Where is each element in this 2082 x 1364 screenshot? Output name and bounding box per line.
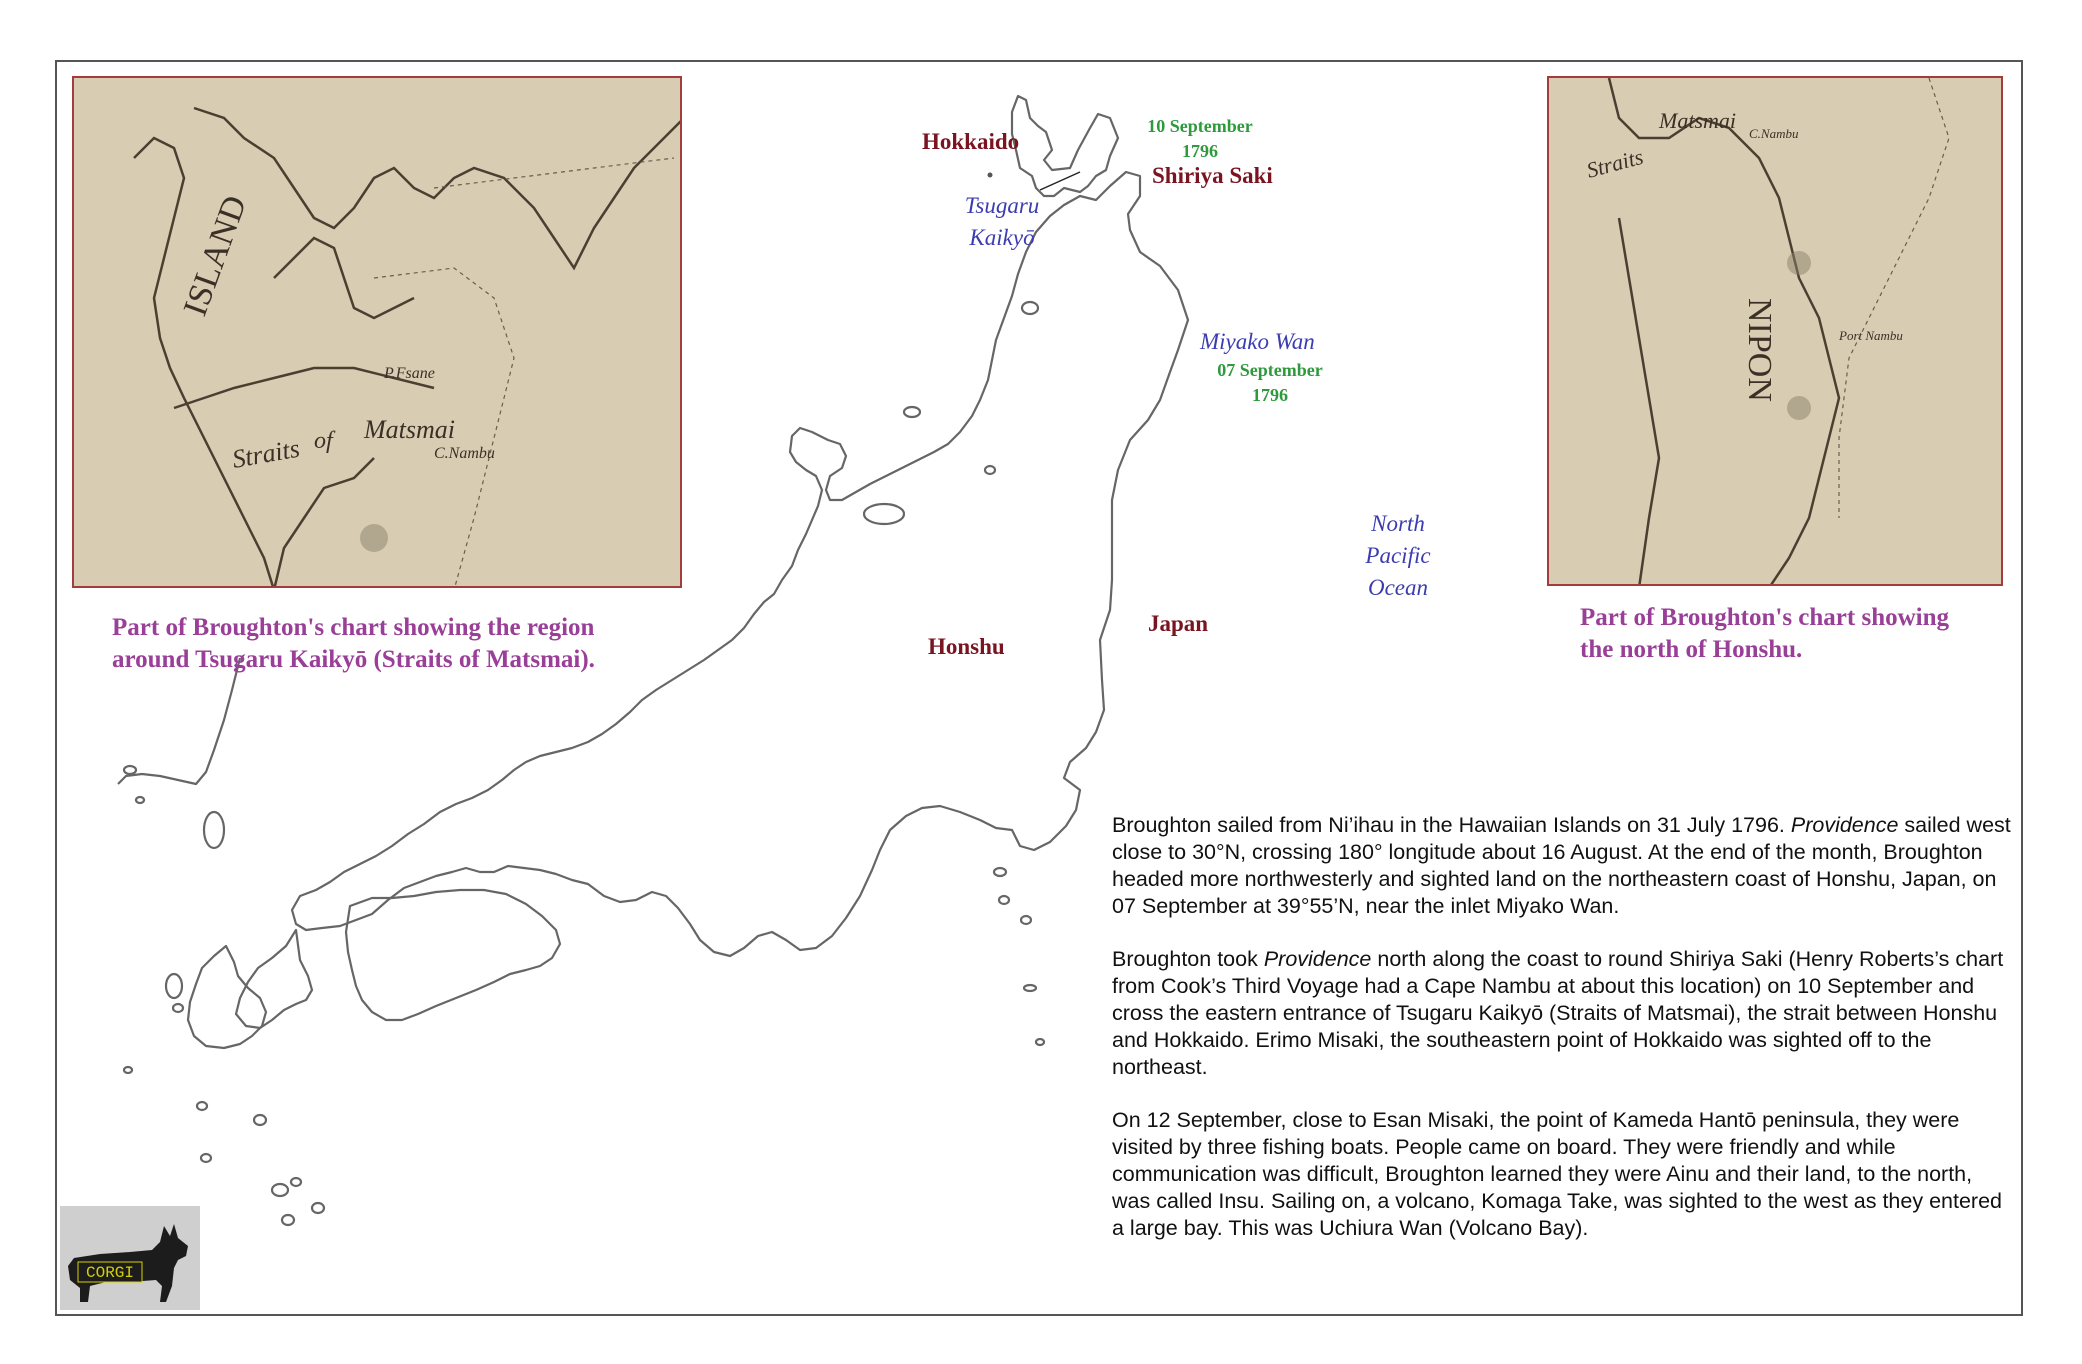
label-hokkaido: Hokkaido — [922, 129, 1020, 154]
label-date-sep07-line1: 07 September — [1217, 360, 1323, 380]
label-north-pacific-ocean — [1358, 508, 1438, 604]
svg-text:P.Fsane: P.Fsane — [384, 365, 435, 382]
svg-text:ISLAND: ISLAND — [176, 190, 255, 321]
caption-right-line2: the north of Honshu. — [1580, 636, 1803, 663]
narrative-paragraph-1: Broughton sailed from Ni’ihau in the Hawaiian Islands on 31 July 1796. Providence sailed west close to 30°N, crossing 180° longitude about 16 August. At the end of the month, Broughton headed more northwesterly and sighted land on the northeastern coast of Honshu, Japan, on 07 September at 39°55’N, near the inlet Miyako Wan. — [1112, 813, 2011, 918]
svg-text:Matsmai: Matsmai — [1659, 108, 1736, 133]
label-miyako-wan: Miyako Wan — [1200, 329, 1315, 354]
caption-left-line1: Part of Broughton's chart showing the region — [112, 614, 595, 641]
western-honshu-lobe — [236, 930, 312, 1028]
svg-text:Straits: Straits — [1583, 143, 1646, 183]
svg-text:Matsmai: Matsmai — [364, 415, 455, 444]
label-honshu: Honshu — [928, 634, 1005, 659]
svg-text:of: of — [314, 428, 333, 454]
label-tsugaru-kaikyo — [952, 192, 1052, 252]
label-ocean-line2: Pacific — [1365, 543, 1431, 568]
inset-tsugaru-chart — [72, 76, 682, 588]
label-ocean-line1: North — [1371, 511, 1425, 536]
label-date-sep10-line2: 1796 — [1182, 141, 1218, 161]
caption-left — [112, 612, 732, 676]
label-tsugaru-line2: Kaikyō — [969, 225, 1035, 250]
label-tsugaru-line1: Tsugaru — [964, 193, 1040, 218]
label-ocean-line3: Ocean — [1367, 575, 1429, 600]
label-date-sep07-line2: 1796 — [1252, 385, 1288, 405]
caption-left-line2: around Tsugaru Kaikyō (Straits of Matsmai). — [112, 646, 595, 673]
peninsula-outline — [118, 658, 240, 784]
svg-text:C.Nambu: C.Nambu — [434, 445, 495, 462]
label-shiriya-saki: Shiriya Saki — [1152, 163, 1273, 188]
narrative-text — [1112, 812, 2012, 1268]
kyushu-outline — [188, 946, 266, 1048]
inset-honshu-chart — [1547, 76, 2003, 586]
svg-text:C.Nambu: C.Nambu — [1749, 126, 1799, 141]
svg-text:Port Nambu: Port Nambu — [1839, 328, 1903, 343]
label-date-sep10-line1: 10 September — [1147, 116, 1253, 136]
corgi-silhouette-icon — [60, 1206, 200, 1310]
corgi-logo — [60, 1206, 200, 1310]
caption-right-line1: Part of Broughton's chart showing — [1580, 604, 1950, 631]
narrative-paragraph-3: On 12 September, close to Esan Misaki, the point of Kameda Hantō peninsula, they were visited by three fishing boats. People came on board. They were friendly and while communication was difficult, Broughton learned they were Ainu and their land, to the north, was called Insu. Sailing on, a volcano, Komaga Take, was sighted to the west as they entered a large bay. This was Uchiura Wan (Volcano Bay). — [1112, 1108, 2002, 1240]
hokkaido-outline — [1012, 96, 1118, 196]
svg-text:Straits: Straits — [230, 433, 302, 474]
caption-right — [1580, 602, 2020, 666]
label-date-sep07 — [1200, 358, 1340, 408]
label-date-sep10 — [1130, 114, 1270, 164]
narrative-paragraph-2: Broughton took Providence north along the coast to round Shiriya Saki (Henry Roberts’s chart from Cook’s Third Voyage had a Cape Nambu at about this location) on 10 September and cross the eastern entrance of Tsugaru Kaikyō (Straits of Matsmai), the strait between Honshu and Hokkaido. Erimo Misaki, the southeastern point of Hokkaido was sighted off to the northeast. — [1112, 947, 2004, 1079]
svg-text:NIPON: NIPON — [1741, 298, 1778, 402]
svg-text:CORGI: CORGI — [85, 1264, 135, 1282]
label-japan: Japan — [1148, 611, 1209, 636]
